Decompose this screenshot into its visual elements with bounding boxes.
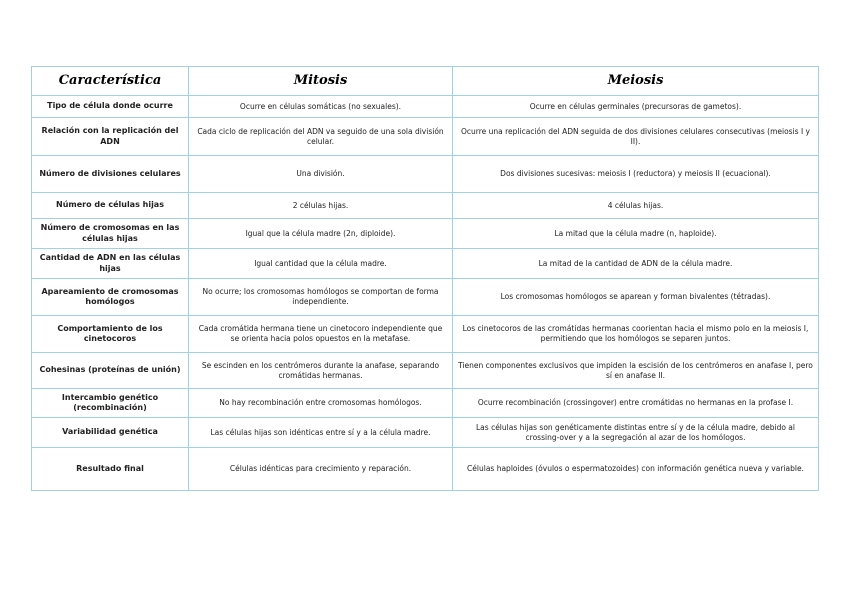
feature-cell: Resultado final — [32, 448, 189, 491]
feature-cell: Variabilidad genética — [32, 418, 189, 448]
table-row — [32, 418, 819, 448]
meiosis-cell: La mitad de la cantidad de ADN de la célula madre. — [453, 249, 819, 279]
table-row — [32, 316, 819, 353]
table-row — [32, 389, 819, 418]
mitosis-cell: No hay recombinación entre cromosomas homólogos. — [189, 389, 453, 418]
feature-cell: Comportamiento de los cinetocoros — [32, 316, 189, 353]
table-row — [32, 96, 819, 118]
meiosis-cell: Ocurre una replicación del ADN seguida de dos divisiones celulares consecutivas (meiosis I y II). — [453, 118, 819, 156]
feature-cell: Intercambio genético (recombinación) — [32, 389, 189, 418]
table-row — [32, 193, 819, 219]
header-meiosis: Meiosis — [453, 67, 819, 96]
table-row — [32, 249, 819, 279]
mitosis-cell: Igual cantidad que la célula madre. — [189, 249, 453, 279]
feature-cell: Relación con la replicación del ADN — [32, 118, 189, 156]
feature-cell: Número de células hijas — [32, 193, 189, 219]
table-row — [32, 279, 819, 316]
mitosis-cell: Ocurre en células somáticas (no sexuales). — [189, 96, 453, 118]
feature-cell: Tipo de célula donde ocurre — [32, 96, 189, 118]
mitosis-cell: Se escinden en los centrómeros durante la anafase, separando cromátidas hermanas. — [189, 353, 453, 389]
feature-cell: Cohesinas (proteínas de unión) — [32, 353, 189, 389]
mitosis-cell: Las células hijas son idénticas entre sí y a la célula madre. — [189, 418, 453, 448]
meiosis-cell: Dos divisiones sucesivas: meiosis I (reductora) y meiosis II (ecuacional). — [453, 156, 819, 193]
meiosis-cell: Células haploides (óvulos o espermatozoides) con información genética nueva y variable. — [453, 448, 819, 491]
table-row — [32, 156, 819, 193]
mitosis-cell: No ocurre; los cromosomas homólogos se comportan de forma independiente. — [189, 279, 453, 316]
meiosis-cell: Los cinetocoros de las cromátidas hermanas coorientan hacia el mismo polo en la meiosis I, permitiendo que los homólogos se separen juntos. — [453, 316, 819, 353]
table-row — [32, 448, 819, 491]
mitosis-cell: Cada cromátida hermana tiene un cinetocoro independiente que se orienta hacia polos opuestos en la metafase. — [189, 316, 453, 353]
feature-cell: Número de divisiones celulares — [32, 156, 189, 193]
table-row — [32, 118, 819, 156]
header-caracteristica: Característica — [32, 67, 189, 96]
feature-cell: Apareamiento de cromosomas homólogos — [32, 279, 189, 316]
meiosis-cell: Los cromosomas homólogos se aparean y forman bivalentes (tétradas). — [453, 279, 819, 316]
meiosis-cell: Las células hijas son genéticamente distintas entre sí y de la célula madre, debido al crossing-over y a la segregación al azar de los homólogos. — [453, 418, 819, 448]
comparison-table — [31, 66, 819, 491]
mitosis-cell: Células idénticas para crecimiento y reparación. — [189, 448, 453, 491]
header-mitosis: Mitosis — [189, 67, 453, 96]
meiosis-cell: La mitad que la célula madre (n, haploide). — [453, 219, 819, 249]
mitosis-cell: Una división. — [189, 156, 453, 193]
meiosis-cell: Ocurre en células germinales (precursoras de gametos). — [453, 96, 819, 118]
mitosis-cell: Cada ciclo de replicación del ADN va seguido de una sola división celular. — [189, 118, 453, 156]
table-row — [32, 219, 819, 249]
mitosis-cell: 2 células hijas. — [189, 193, 453, 219]
feature-cell: Número de cromosomas en las células hijas — [32, 219, 189, 249]
meiosis-cell: Tienen componentes exclusivos que impiden la escisión de los centrómeros en anafase I, pero sí en anafase II. — [453, 353, 819, 389]
meiosis-cell: Ocurre recombinación (crossingover) entre cromátidas no hermanas en la profase I. — [453, 389, 819, 418]
table-row — [32, 353, 819, 389]
header-row — [32, 67, 819, 96]
feature-cell: Cantidad de ADN en las células hijas — [32, 249, 189, 279]
mitosis-cell: Igual que la célula madre (2n, diploide). — [189, 219, 453, 249]
meiosis-cell: 4 células hijas. — [453, 193, 819, 219]
